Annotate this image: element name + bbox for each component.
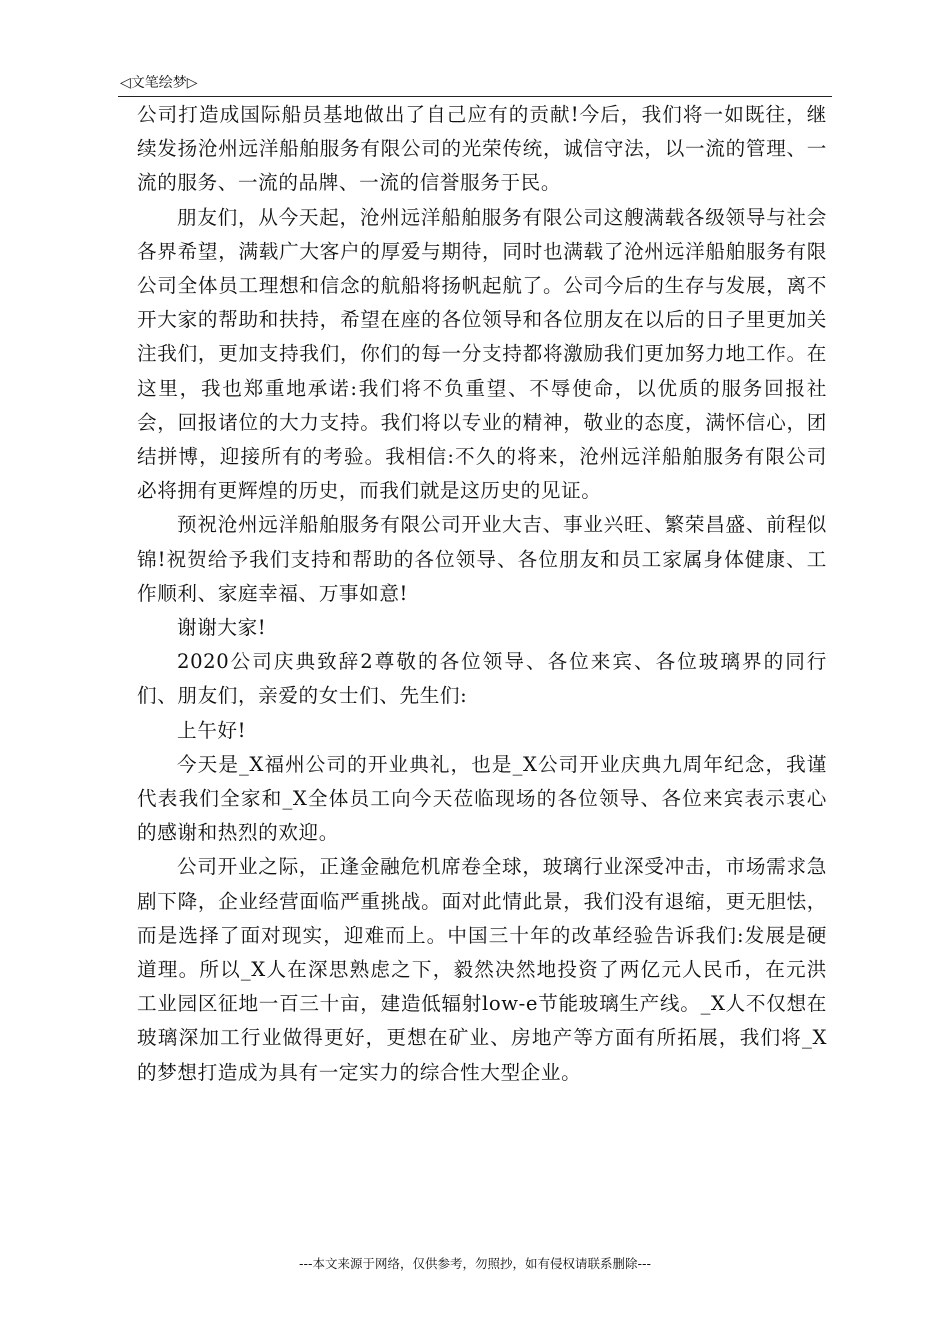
header-brand: ◁文笔绘梦▷	[120, 75, 198, 91]
header-divider	[118, 96, 832, 97]
paragraph: 上午好!	[177, 718, 247, 742]
paragraph: 2020公司庆典致辞2尊敬的各位领导、各位来宾、各位玻璃界的同行们、朋友们，亲爱的女士们、先生们:	[137, 650, 827, 708]
document-body	[137, 98, 827, 1090]
paragraph-continuation: 公司打造成国际船员基地做出了自己应有的贡献!今后，我们将一如既往，继续发扬沧州远洋船舶服务有限公司的光荣传统，诚信守法，以一流的管理、一流的服务、一流的品牌、一流的信誉服务于民。	[137, 103, 827, 195]
paragraph: 预祝沧州远洋船舶服务有限公司开业大吉、事业兴旺、繁荣昌盛、前程似锦!祝贺给予我们支持和帮助的各位领导、各位朋友和员工家属身体健康、工作顺利、家庭幸福、万事如意!	[137, 513, 827, 605]
footer-notice: ---本文来源于网络，仅供参考，勿照抄，如有侵权请联系删除---	[298, 1256, 652, 1271]
paragraph: 朋友们，从今天起，沧州远洋船舶服务有限公司这艘满载各级领导与社会各界希望，满载广大客户的厚爱与期待，同时也满载了沧州远洋船舶服务有限公司全体员工理想和信念的航船将扬帆起航了。公司今后的生存与发展，离不开大家的帮助和扶持，希望在座的各位领导和各位朋友在以后的日子里更加关注我们，更加支持我们，你们的每一分支持都将激励我们更加努力地工作。在这里，我也郑重地承诺:我们将不负重望、不辱使命，以优质的服务回报社会，回报诸位的大力支持。我们将以专业的精神，敬业的态度，满怀信心，团结拼博，迎接所有的考验。我相信:不久的将来，沧州远洋船舶服务有限公司必将拥有更辉煌的历史，而我们就是这历史的见证。	[137, 205, 827, 503]
paragraph: 今天是_X福州公司的开业典礼，也是_X公司开业庆典九周年纪念，我谨代表我们全家和_X全体员工向今天莅临现场的各位领导、各位来宾表示衷心的感谢和热烈的欢迎。	[137, 752, 827, 845]
paragraph: 谢谢大家!	[177, 616, 267, 640]
paragraph: 公司开业之际，正逢金融危机席卷全球，玻璃行业深受冲击，市场需求急剧下降，企业经营面临严重挑战。面对此情此景，我们没有退缩，更无胆怯，而是选择了面对现实，迎难而上。中国三十年的改革经验告诉我们:发展是硬道理。所以_X人在深思熟虑之下，毅然决然地投资了两亿元人民币，在元洪工业园区征地一百三十亩，建造低辐射low-e节能玻璃生产线。_X人不仅想在玻璃深加工行业做得更好，更想在矿业、房地产等方面有所拓展，我们将_X的梦想打造成为具有一定实力的综合性大型企业。	[137, 855, 827, 1084]
